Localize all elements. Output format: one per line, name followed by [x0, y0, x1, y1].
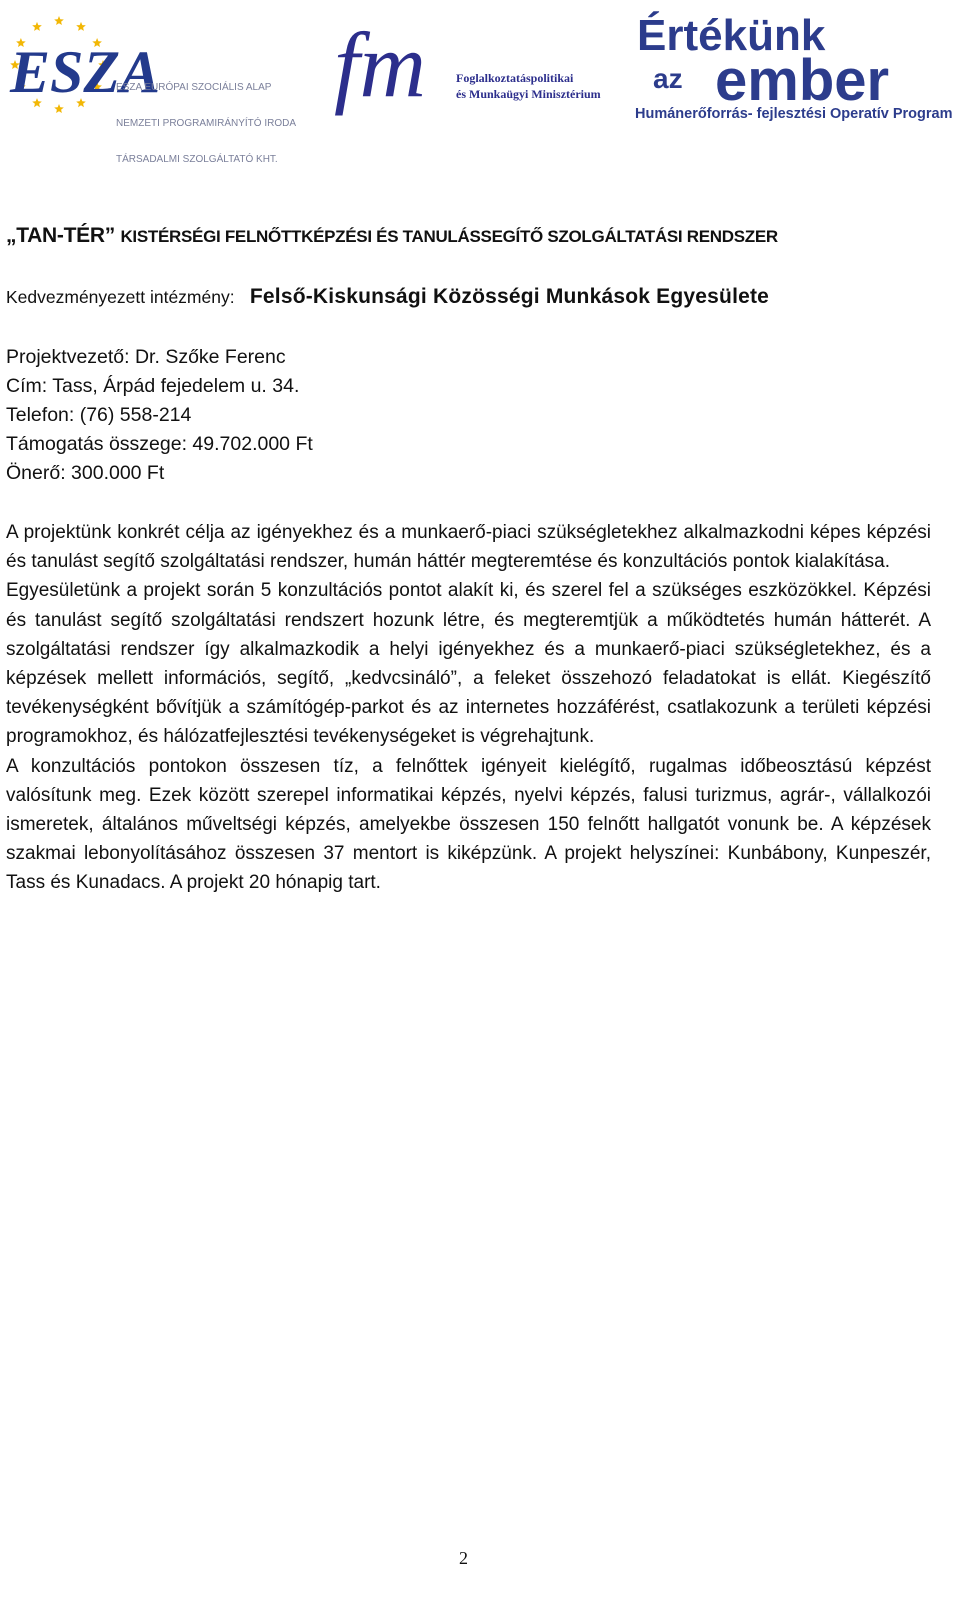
beneficiary-label: Kedvezményezett intézmény:: [6, 287, 235, 307]
info-line: Önerő: 300.000 Ft: [6, 462, 165, 484]
esza-caption-line: ESZA EURÓPAI SZOCIÁLIS ALAP: [116, 82, 272, 93]
page-number: 2: [459, 1548, 468, 1568]
svg-text:ember: ember: [715, 48, 890, 113]
svg-text:Értékünk: Értékünk: [637, 11, 826, 60]
star-icon: [76, 22, 86, 31]
star-icon: [54, 104, 64, 113]
svg-text:ESZA: ESZA: [10, 39, 161, 105]
star-icon: [54, 16, 64, 25]
beneficiary-name: Felső-Kiskunsági Közösségi Munkások Egyesülete: [249, 285, 770, 308]
svg-text:az: az: [653, 63, 683, 94]
esza-caption: [116, 58, 296, 190]
fm-caption: [456, 70, 601, 102]
paragraph: A projektünk konkrét célja az igényekhez és a munkaerő-piaci szükségletekhez alkalmazkodni képes képzési és tanulást segítő szolgáltatási rendszer, humán háttér megteremtése és konzultációs pontok kialakítása.: [6, 522, 931, 573]
info-line: Telefon: (76) 558-214: [6, 404, 192, 426]
esza-caption-line: TÁRSADALMI SZOLGÁLTATÓ KHT.: [116, 154, 278, 165]
beneficiary-row: [6, 285, 769, 309]
esza-caption-line: NEMZETI PROGRAMIRÁNYÍTÓ IRODA: [116, 118, 297, 129]
info-line: Cím: Tass, Árpád fejedelem u. 34.: [6, 375, 300, 397]
project-info: [6, 343, 313, 488]
title-subtitle: KISTÉRSÉGI FELNŐTTKÉPZÉSI ÉS TANULÁSSEGÍTŐ SZOLGÁLTATÁSI RENDSZER: [120, 227, 778, 246]
fm-caption-line: Foglalkoztatáspolitikai: [456, 71, 574, 85]
header-logos: [0, 0, 960, 165]
esza-logo: [4, 10, 297, 165]
project-description: [6, 518, 931, 898]
esza-emblem-icon: [4, 10, 161, 125]
title-main: „TAN-TÉR”: [6, 224, 115, 247]
ember-wordmark-icon: [635, 8, 955, 113]
ember-subtitle: Humánerőforrás- fejlesztési Operatív Program: [635, 106, 953, 122]
fm-caption-line: és Munkaügyi Minisztérium: [456, 87, 601, 101]
fm-emblem-icon: [330, 10, 450, 130]
paragraph: A konzultációs pontokon összesen tíz, a felnőttek igényeit kielégítő, rugalmas időbeosztású képzést valósítunk meg. Ezek között szerepel informatikai képzés, nyelvi képzés, falusi turizmus, agrár-, vállalkozói ismeretek, általános műveltségi képzés, amelyekbe összesen 150 felnőtt hallgatót vonunk be. A képzések szakmai lebonyolításához összesen 37 mentort is kiképzünk. A projekt helyszínei: Kunbábony, Kunpeszér, Tass és Kunadacs. A projekt 20 hónapig tart.: [6, 755, 931, 894]
info-line: Projektvezető: Dr. Szőke Ferenc: [6, 346, 286, 368]
svg-text:fm: fm: [334, 14, 426, 116]
page-title: [6, 224, 778, 248]
fm-logo: [330, 10, 620, 130]
info-line: Támogatás összege: 49.702.000 Ft: [6, 433, 313, 455]
ember-logo: [635, 8, 955, 133]
star-icon: [32, 22, 42, 31]
paragraph: Egyesületünk a projekt során 5 konzultációs pontot alakít ki, és szerel fel a szükséges eszközökkel. Képzési és tanulást segítő szolgáltatási rendszert hozunk létre, és megteremtjük a működtetés humán hátterét. A szolgáltatási rendszer így alkalmazkodik a helyi igényekhez és a munkaerő-piaci szükségletekhez, és a képzések mellett információs, segítő, „kedvcsináló”, a feleket összehozó feladatokat is ellát. Kiegészítő tevékenységként bővítjük a számítógép-parkot és az internetes hozzáférést, csatlakozunk a területi képzési programokhoz, és hálózatfejlesztési tevékenységeket is végrehajtunk.: [6, 580, 931, 748]
